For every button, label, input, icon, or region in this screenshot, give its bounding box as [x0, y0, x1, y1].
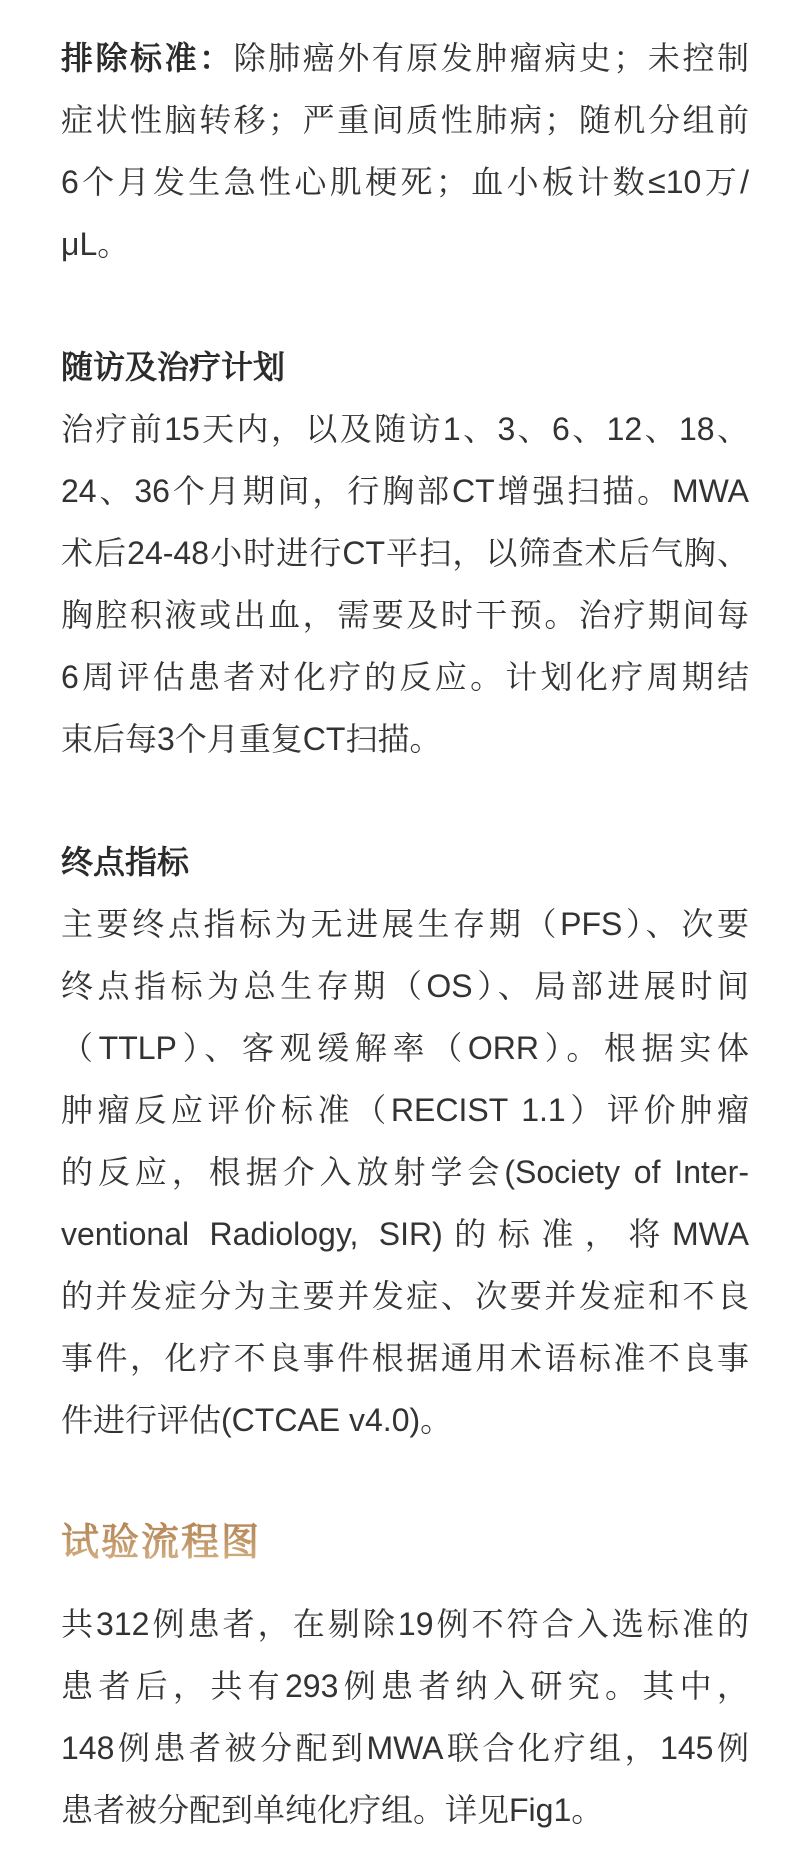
section-heading: 终点指标	[61, 844, 190, 880]
section-heading-gold: 试验流程图	[61, 1503, 749, 1583]
text-line: 束后每3个月重复CT扫描。	[61, 721, 442, 757]
text-line: 排除标准：除肺癌外有原发肿瘤病史；未控制	[61, 40, 749, 76]
text-line: 患者后，共有293例患者纳入研究。其中，	[61, 1668, 749, 1704]
paragraph	[61, 398, 749, 770]
text-line: 24、36个月期间，行胸部CT增强扫描。MWA	[61, 473, 749, 509]
text-line: 主要终点指标为无进展生存期（PFS）、次要	[61, 906, 749, 942]
text-line: 的并发症分为主要并发症、次要并发症和不良	[61, 1278, 749, 1314]
text-line: 的反应，根据介入放射学会(Society of Inter-	[61, 1154, 749, 1190]
text-line: 术后24-48小时进行CT平扫，以筛查术后气胸、	[61, 535, 749, 571]
text-line: 终点指标为总生存期（OS）、局部进展时间	[61, 968, 749, 1004]
text-line: 6个月发生急性心肌梗死；血小板计数≤10万/μL。	[61, 164, 749, 262]
text-line: ventional Radiology, SIR)的标准，将MWA	[61, 1216, 749, 1252]
text-line: 症状性脑转移；严重间质性肺病；随机分组前	[61, 102, 749, 138]
text-line: 件进行评估(CTCAE v4.0)。	[61, 1402, 453, 1438]
text-line: （TTLP）、客观缓解率（ORR）。根据实体	[61, 1030, 749, 1066]
text-line: 治疗前15天内，以及随访1、3、6、12、18、	[61, 411, 749, 447]
text-line: 肿瘤反应评价标准（RECIST 1.1）评价肿瘤	[61, 1092, 749, 1128]
text-line: 148例患者被分配到MWA联合化疗组，145例	[61, 1730, 749, 1766]
paragraph-lead-bold: 排除标准：	[61, 40, 234, 76]
text-line: 胸腔积液或出血，需要及时干预。治疗期间每	[61, 597, 749, 633]
text-line: 共312例患者，在剔除19例不符合入选标准的	[61, 1606, 749, 1642]
paragraph	[61, 893, 749, 1451]
text-line: 患者被分配到单纯化疗组。详见Fig1。	[61, 1792, 604, 1828]
text-line: 事件，化疗不良事件根据通用术语标准不良事	[61, 1340, 749, 1376]
paragraph	[61, 27, 749, 275]
paragraph	[61, 1593, 749, 1841]
text-line: 6周评估患者对化疗的反应。计划化疗周期结	[61, 659, 749, 695]
section-heading: 随访及治疗计划	[61, 349, 286, 385]
